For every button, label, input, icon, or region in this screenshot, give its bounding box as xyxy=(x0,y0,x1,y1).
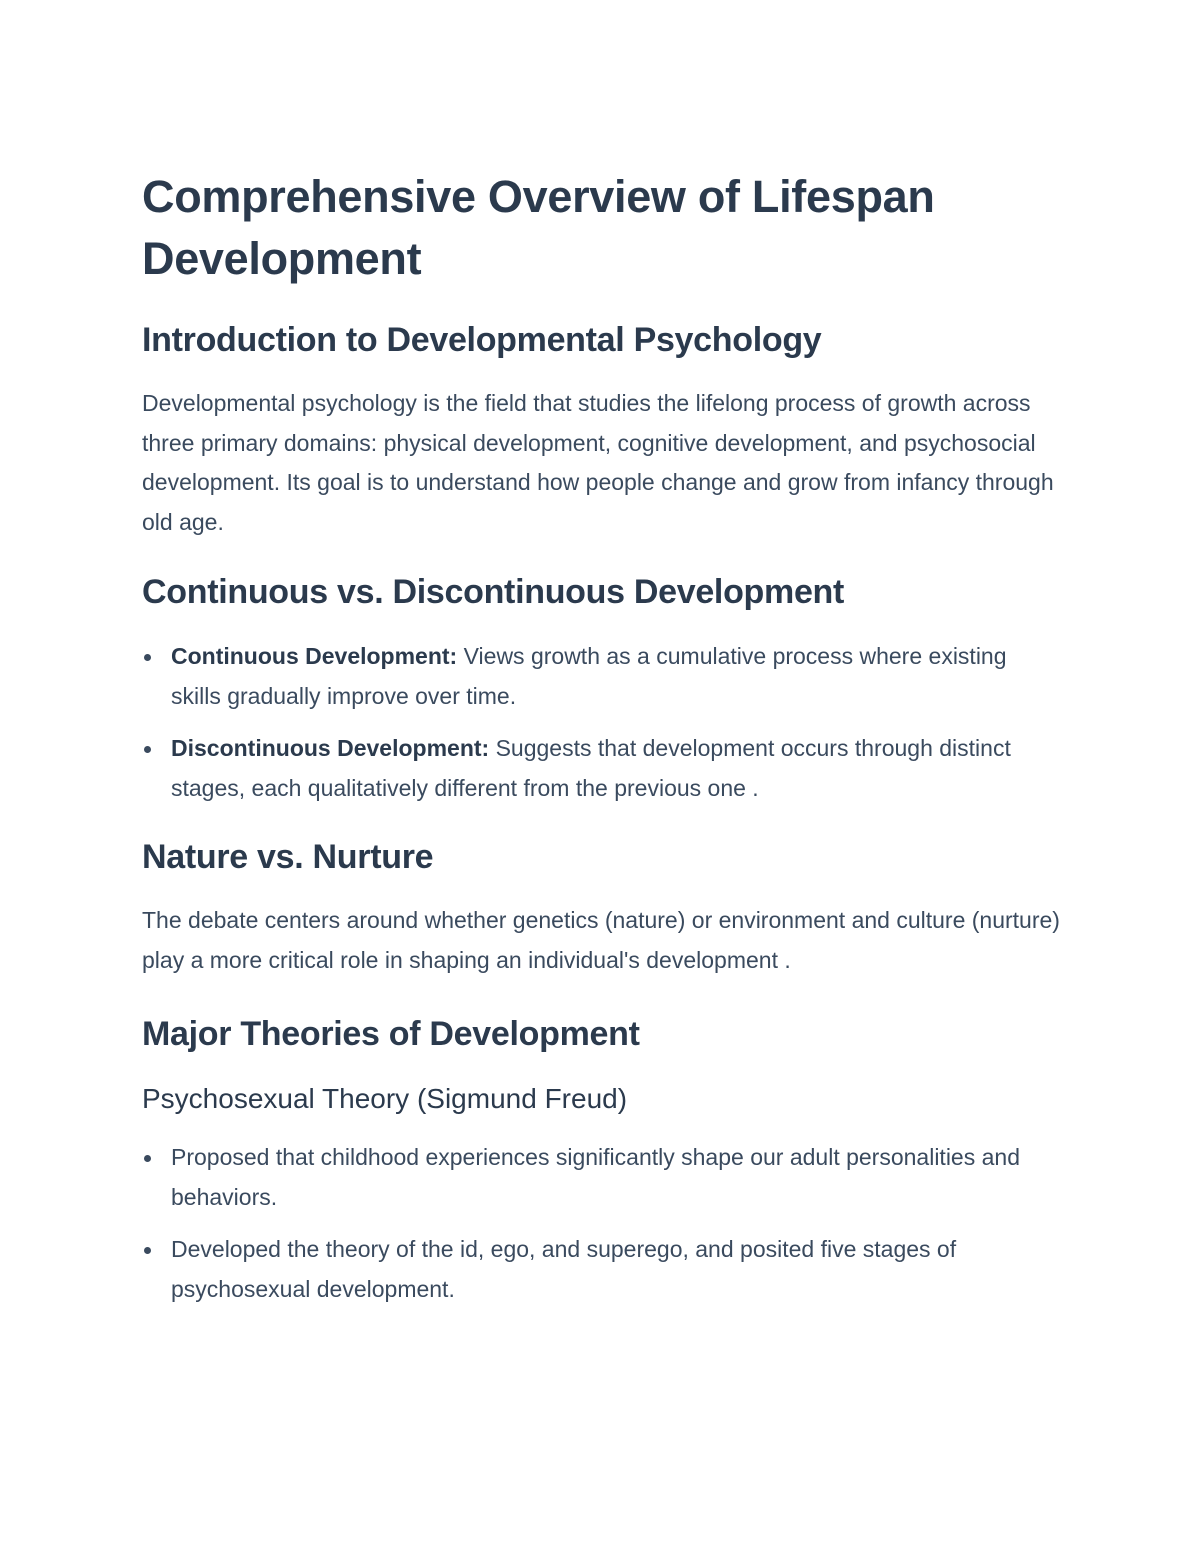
freud-list xyxy=(142,1138,1062,1309)
bullet-icon xyxy=(144,654,151,661)
continuous-list xyxy=(142,637,1062,808)
list-item-term: Discontinuous Development: xyxy=(171,735,490,761)
list-item xyxy=(142,1230,1062,1309)
document-page xyxy=(142,166,1062,1309)
subheading-freud: Psychosexual Theory (Sigmund Freud) xyxy=(142,1083,628,1114)
list-item xyxy=(142,637,1062,716)
list-item-text: Developed the theory of the id, ego, and superego, and posited five stages of psychosexual development. xyxy=(171,1236,957,1302)
list-item-term: Continuous Development: xyxy=(171,643,458,669)
list-item xyxy=(142,1138,1062,1217)
list-item-text: Proposed that childhood experiences significantly shape our adult personalities and behaviors. xyxy=(171,1144,1020,1210)
list-item-text: Views growth as a cumulative process where existing skills gradually improve over time. xyxy=(171,643,1007,709)
intro-paragraph: Developmental psychology is the field that studies the lifelong process of growth across three primary domains: physical development, cognitive development, and psychosocial development. Its goal is to understand how people change and grow from infancy through old age. xyxy=(142,390,1054,535)
bullet-icon xyxy=(144,746,151,753)
list-item-text: Suggests that development occurs through distinct stages, each qualitatively different from the previous one . xyxy=(171,735,1011,801)
section-heading-continuous: Continuous vs. Discontinuous Development xyxy=(142,573,845,611)
section-heading-intro: Introduction to Developmental Psychology xyxy=(142,321,822,359)
section-heading-nature: Nature vs. Nurture xyxy=(142,838,434,876)
document-title: Comprehensive Overview of Lifespan Development xyxy=(142,171,935,284)
nature-paragraph: The debate centers around whether genetics (nature) or environment and culture (nurture) play a more critical role in shaping an individual's development . xyxy=(142,907,1060,973)
bullet-icon xyxy=(144,1155,151,1162)
bullet-icon xyxy=(144,1247,151,1254)
section-heading-major-theories: Major Theories of Development xyxy=(142,1015,640,1053)
list-item xyxy=(142,729,1062,808)
